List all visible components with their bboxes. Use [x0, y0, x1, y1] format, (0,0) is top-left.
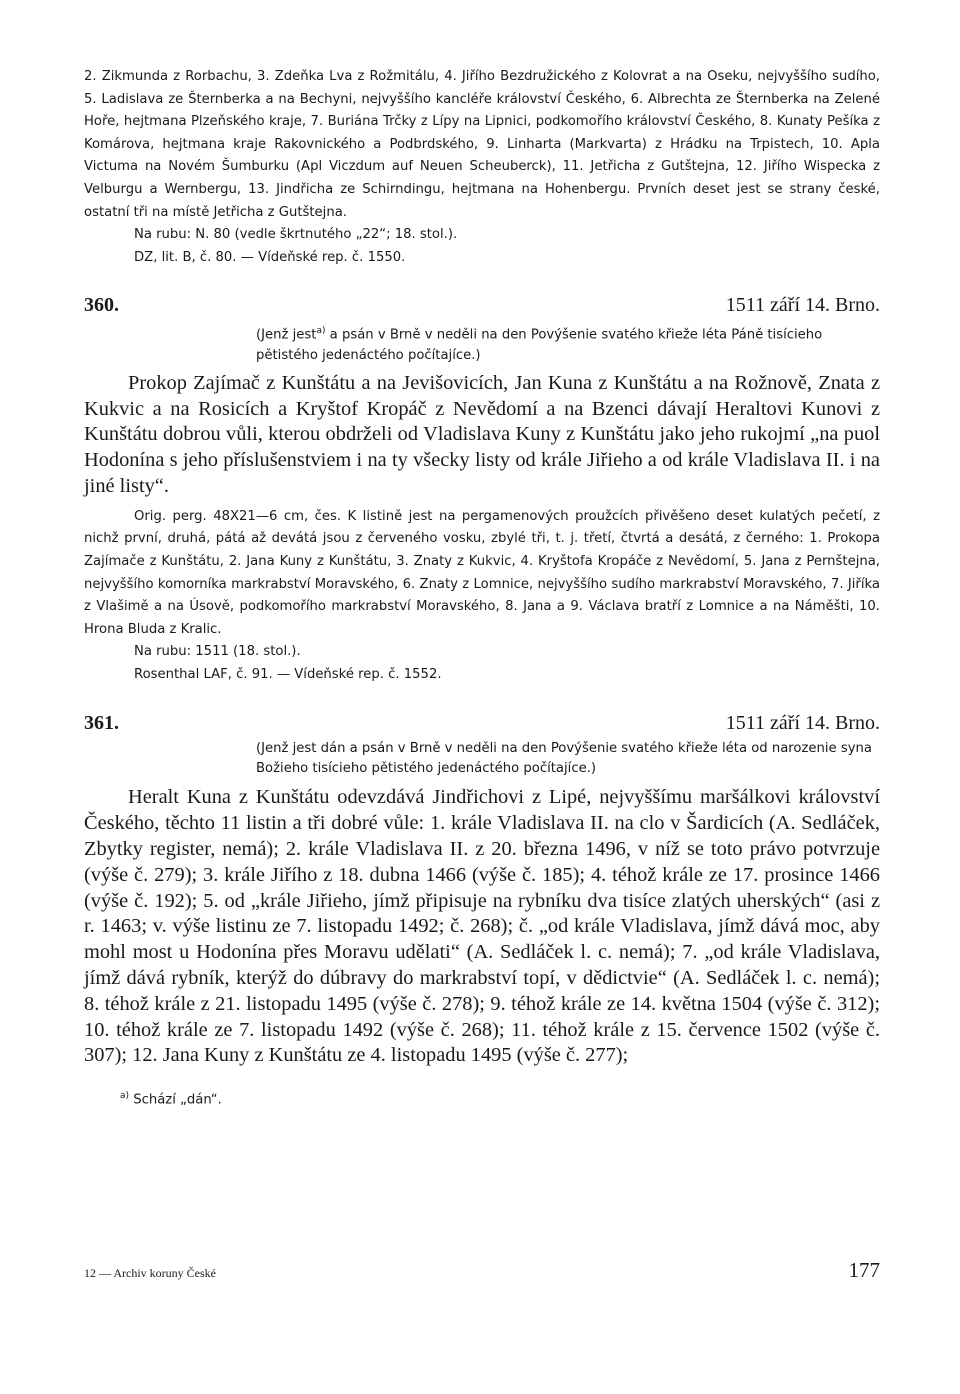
entry-notes: Orig. perg. 48X21—6 cm, čes. K listině jest na pergamenových proužcích přivěšeno deset kulatých pečetí, z nichž první, druhá, pátá až devátá jsou z červeného vosku, zbylé tři, t. j. třetí, čtvrtá a desátá, z černého: 1. Prokopa Zajímače z Kunštátu, 2. Jana Kuny z Kunštátu, 3. Znaty z Kukvic, 4. Kryštofa Kropáče z Nevědomí, 5. Jana z Pernštejna, nejvyššího komorníka markrabství Moravského, 6. Znaty z Lomnice, nejvyššího sudího markrabství Moravského, 7. Jiříka z Vlašimě a na Úsově, podkomořího markrabství Moravského, 8. Jana a 9. Václava bratří z Lomnice a na Náměšti, 10. Hrona Bluda z Kralic. [84, 508, 880, 637]
entry-subtitle [256, 321, 880, 365]
footnote-marker: a) [316, 326, 326, 337]
intro-paragraph: 2. Zikmunda z Rorbachu, 3. Zdeňka Lva z Rožmitálu, 4. Jiřího Bezdružického z Kolovrat a na Oseku, nejvyššího sudího, 5. Ladislava ze Šternberka a na Bechyni, nejvyššího kancléře království Českého, 6. Albrechta ze Šternberka na Zelené Hoře, hejtmana Plzeňského kraje, 7. Buriána Trčky z Lípy na Lipnici, podkomořího království Českého, 8. Kunaty Pešíka z Komárova, hejtmana kraje Rakovnického a Podbrdského, 9. Linharta (Markvarta) z Hrádku na Trpistech, 10. Apla Victuma na Novém Šumburku (Apl Viczdum auf Neuen Scheuberck), 11. Jetřicha z Gutštejna, 12. Jiřího Wispecka z Velburgu a Wernbergu, 13. Jindřicha ze Schirndingu, hejtmana na Hohenbergu. Prvních deset jest se strany české, ostatní tři na místě Jetřicha z Gutštejna. [84, 69, 880, 220]
page-number: 177 [848, 1258, 880, 1282]
page-footer [84, 1258, 880, 1283]
footnote [120, 1091, 880, 1107]
entry-360 [84, 294, 880, 686]
entry-number: 360. [84, 294, 119, 317]
entry-verso-note: Na rubu: 1511 (18. stol.). [134, 644, 301, 660]
page-body [84, 66, 880, 1108]
entry-subtitle: (Jenž jest dán a psán v Brně v neděli na den Povýšenie svatého křieže léta od narozenie syna Božieho tisícieho pětistého jedenáctého počítajíce.) [256, 741, 872, 777]
entry-regest: Heralt Kuna z Kunštátu odevzdává Jindřichovi z Lipé, nejvyššímu maršálkovi království Českého, těchto 11 listin a tři dobré vůle: 1. krále Vladislava II. na clo v Šardicích (A. Sedláček, Zbytky register, nemá); 2. krále Vladislava II. z 20. března 1496, v níž se toto právo potvrzuje (výše č. 279); 3. krále Jiřího z 18. dubna 1466 (výše č. 185); 4. téhož krále ze 17. prosince 1466 (výše č. 192); 5. od „krále Jiřieho, jímž připisuje na rybníku dva tisíce zlatých uherských“ (asi z r. 1463; v. výše listinu ze 7. listopadu 1492; č. 268); č. „od krále Vladislava, jímž dává moc, aby mohl most u Hodonína přes Moravu udělati“ (A. Sedláček l. c. nemá); 7. „od krále Vladislava, jímž dává rybník, kterýž do dúbravy do markrabství topí, v dědictvie“ (A. Sedláček l. c. nemá); 8. téhož krále z 21. listopadu 1495 (výše č. 278); 9. téhož krále ze 14. května 1504 (výše č. 312); 10. téhož krále ze 7. listopadu 1492 (výše č. 268); 11. téhož krále z 15. července 1502 (výše č. 307); 12. Jana Kuny z Kunštátu ze 4. listopadu 1495 (výše č. 277); [84, 786, 880, 1067]
entry-date: 1511 září 14. Brno. [725, 294, 880, 317]
intro-verso-note: Na rubu: N. 80 (vedle škrtnutého „22“; 18. stol.). [134, 227, 458, 243]
entry-regest: Prokop Zajímač z Kunštátu a na Jevišovicích, Jan Kuna z Kunštátu a na Rožnově, Znata z Kukvic a na Rosicích a Kryštof Kropáč z Nevědomí a na Bzenci dávají Heraltovi Kunovi z Kunštátu dobrou vůli, kterou obdrželi od Vladislava Kuny z Kunštátu jako jeho rukojmí „na puol Hodonína s jeho příslušenstviem i na ty všecky listy od krále Jiřieho a od krále Vladislava II. i na jiné listy“. [84, 371, 880, 497]
footnote-text: Schází „dán“. [129, 1092, 222, 1108]
entry-header [84, 712, 880, 735]
entry-header [84, 294, 880, 317]
subtitle-rest: a psán v Brně v neděli na den Povýšenie svatého křieže léta Páně tisícieho pětistého jedenáctého počítajíce.) [256, 327, 823, 363]
entry-reference: Rosenthal LAF, č. 91. — Vídeňské rep. č. 1552. [134, 666, 442, 682]
subtitle-start: (Jenž jest [256, 327, 317, 343]
footnote-mark: a) [120, 1091, 130, 1102]
intro-reference: DZ, lit. B, č. 80. — Vídeňské rep. č. 1550. [134, 249, 406, 265]
signature-mark: 12 — Archiv koruny České [84, 1266, 216, 1280]
entry-361 [84, 712, 880, 1069]
entry-number: 361. [84, 712, 119, 735]
entry-date: 1511 září 14. Brno. [725, 712, 880, 735]
